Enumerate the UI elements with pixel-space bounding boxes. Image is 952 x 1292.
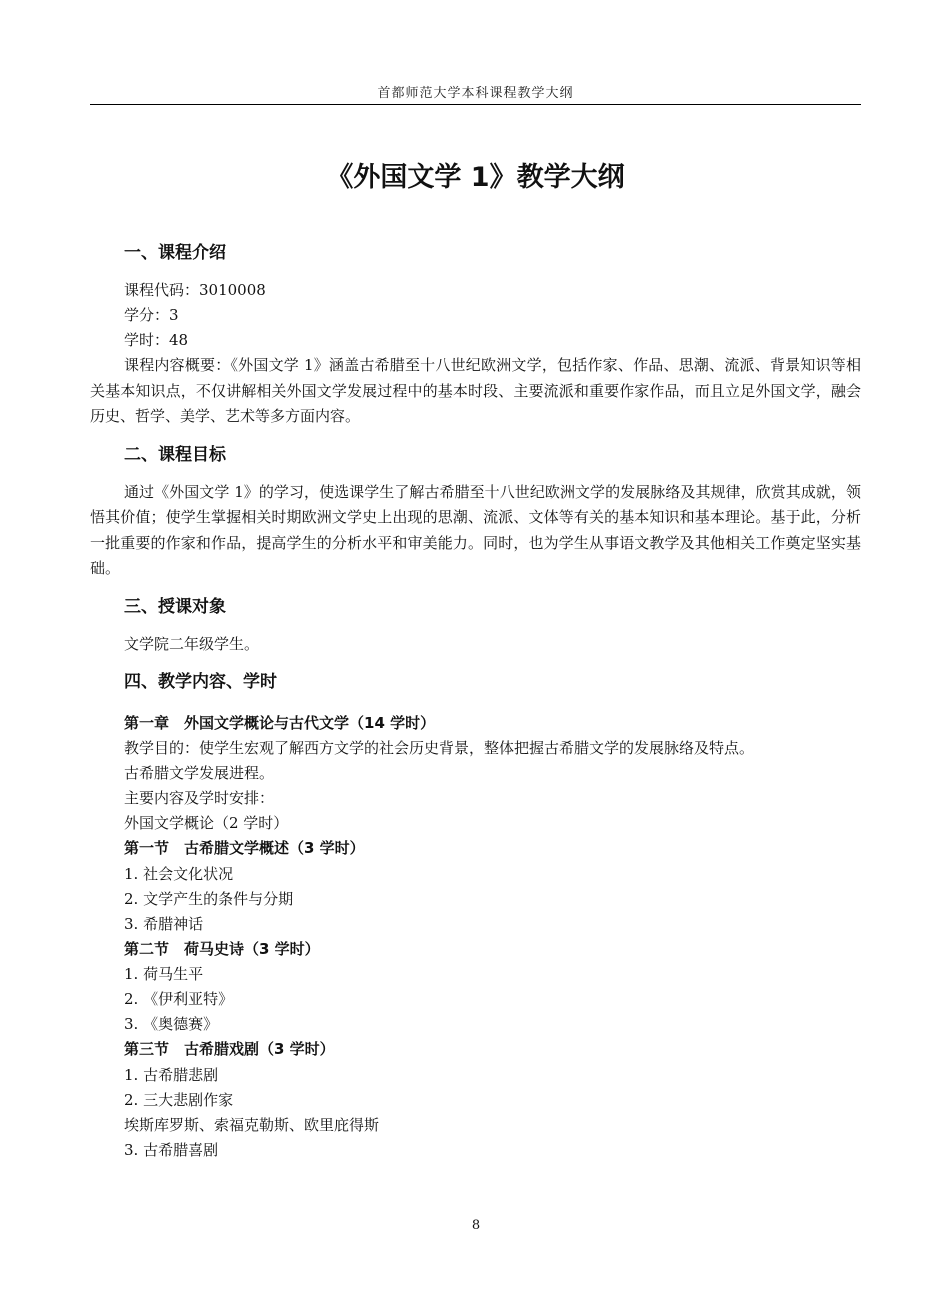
- list-item: 1. 古希腊悲剧: [124, 1065, 219, 1084]
- list-item: 3. 希腊神话: [124, 914, 204, 933]
- section-heading-goals: 二、课程目标: [124, 444, 226, 465]
- list-item: 1. 荷马生平: [124, 965, 204, 983]
- document-title: 《外国文学 1》教学大纲: [326, 162, 625, 193]
- section-heading-audience: 三、授课对象: [124, 596, 226, 617]
- section-1-title: 第一节 古希腊文学概述（3 学时）: [124, 839, 365, 857]
- chapter-title: 第一章 外国文学概论与古代文学（14 学时）: [124, 713, 436, 732]
- chapter-intro: 外国文学概论（2 学时）: [124, 814, 289, 832]
- running-header: 首都师范大学本科课程教学大纲: [377, 86, 574, 101]
- list-item: 1. 社会文化状况: [124, 864, 234, 883]
- list-item: 2. 《伊利亚特》: [124, 990, 234, 1008]
- list-item: 2. 文学产生的条件与分期: [124, 889, 294, 908]
- audience-text: 文学院二年级学生。: [124, 634, 260, 653]
- course-credit: 学分：3: [124, 306, 179, 324]
- section-3-title: 第三节 古希腊戏剧（3 学时）: [124, 1040, 335, 1058]
- section-2-title: 第二节 荷马史诗（3 学时）: [124, 939, 320, 958]
- course-code: 课程代码：3010008: [124, 281, 266, 299]
- chapter-arrangement: 主要内容及学时安排：: [124, 789, 275, 807]
- section-heading-intro: 一、课程介绍: [124, 243, 226, 263]
- chapter-goal: 教学目的：使学生宏观了解西方文学的社会历史背景，整体把握古希腊文学的发展脉络及特点。: [124, 739, 755, 757]
- course-hours: 学时：48: [124, 331, 189, 349]
- list-item: 3. 古希腊喜剧: [124, 1140, 219, 1159]
- list-item: 2. 三大悲剧作家: [124, 1090, 234, 1109]
- course-goals: 通过《外国文学 1》的学习，使选课学生了解古希腊至十八世纪欧洲文学的发展脉络及其规律，欣赏其成就，领悟其价值；使学生掌握相关时期欧洲文学史上出现的思潮、流派、文体等有关的基本知识和基本理论。基于此，分析一批重要的作家和作品，提高学生的分析水平和审美能力。同时，也为学生从事语文教学及其他相关工作奠定坚实基础。: [90, 482, 861, 577]
- page-number: 8: [471, 1218, 481, 1233]
- chapter-progress: 古希腊文学发展进程。: [124, 764, 275, 782]
- list-item: 埃斯库罗斯、索福克勒斯、欧里庇得斯: [124, 1115, 380, 1134]
- header-rule: [90, 104, 861, 105]
- course-summary: 课程内容概要：《外国文学 1》涵盖古希腊至十八世纪欧洲文学，包括作家、作品、思潮、流派、背景知识等相关基本知识点，不仅讲解相关外国文学发展过程中的基本时段、主要流派和重要作家作品，而且立足外国文学，融会历史、哲学、美学、艺术等多方面内容。: [90, 356, 861, 425]
- document-body: [90, 236, 861, 1163]
- list-item: 3. 《奥德赛》: [124, 1015, 219, 1033]
- section-heading-content: 四、教学内容、学时: [124, 671, 277, 692]
